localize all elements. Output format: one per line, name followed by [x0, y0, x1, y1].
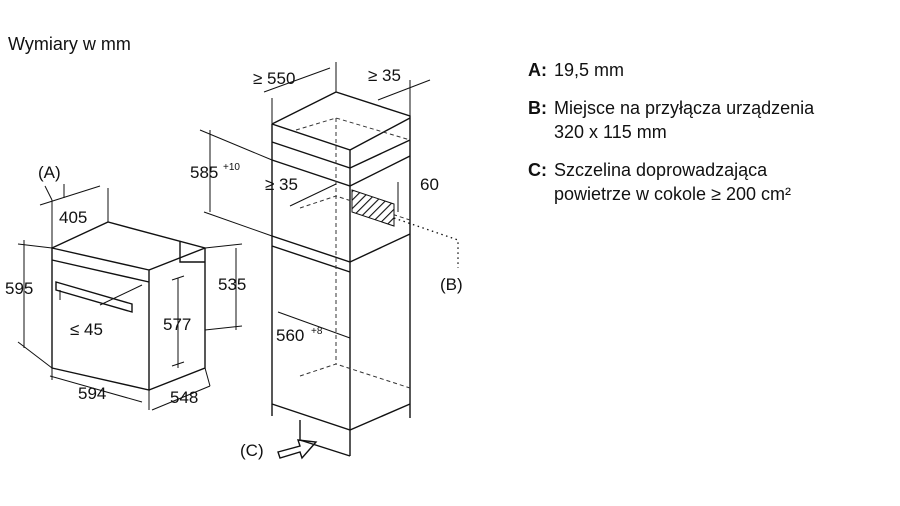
legend-text-b-line1: Miejsce na przyłącza urządzenia — [554, 98, 815, 118]
dim-560: 560 — [276, 326, 305, 345]
dim-handle-gap: ≤ 45 — [70, 320, 103, 339]
label-c: (C) — [240, 441, 264, 460]
legend-text-b-line2: 320 x 115 mm — [554, 122, 667, 142]
legend-text-c-line2: powietrze w cokole ≥ 200 cm² — [554, 184, 791, 204]
dim-35-shelf: ≥ 35 — [265, 175, 298, 194]
cab-dash-top — [296, 118, 410, 140]
dim-585-tol: +10 — [223, 162, 240, 173]
oven-top — [52, 222, 205, 270]
cab-bottom — [272, 404, 410, 430]
dim-560-tol: +8 — [311, 326, 323, 337]
dim-60: 60 — [420, 175, 439, 194]
cab-top-shelf — [272, 140, 410, 168]
legend-key-b: B: — [528, 98, 547, 118]
dim-535: 535 — [218, 275, 247, 294]
cab-top-right-edge — [350, 118, 410, 150]
cab-mid-shelf — [272, 234, 410, 262]
oven-panel-line — [52, 260, 149, 282]
cab-top-outline — [272, 92, 410, 418]
dim-548-ext — [205, 368, 210, 386]
label-b: (B) — [440, 275, 463, 294]
oven-handle — [56, 282, 132, 312]
dim-595-ext — [18, 244, 52, 368]
cabinet-drawing — [190, 62, 463, 460]
dim-405: 405 — [59, 208, 88, 227]
dim-405-line — [40, 186, 100, 205]
dim-585-ext — [200, 130, 272, 236]
legend-key-c: C: — [528, 160, 547, 180]
dim-35-back: ≥ 35 — [368, 66, 401, 85]
diagram-title: Wymiary w mm — [8, 34, 131, 54]
dim-577: 577 — [163, 315, 192, 334]
connection-area — [352, 190, 394, 226]
cab-dash-bottom — [300, 364, 410, 388]
cab-plinth — [300, 420, 350, 456]
legend-key-a: A: — [528, 60, 547, 80]
cab-mid-shelf-front — [272, 246, 350, 272]
dim-45-line — [100, 285, 142, 305]
legend-text-c-line1: Szczelina doprowadzająca — [554, 160, 768, 180]
cab-front-right — [272, 124, 350, 456]
label-a: (A) — [38, 163, 61, 182]
dim-550: ≥ 550 — [253, 69, 296, 88]
legend-text-a: 19,5 mm — [554, 60, 625, 80]
dim-595: 595 — [5, 279, 34, 298]
label-b-leader — [394, 218, 458, 268]
label-a-arrow — [45, 184, 64, 200]
dim-594: 594 — [78, 384, 107, 403]
oven-front — [52, 248, 149, 390]
dim-585: 585 — [190, 163, 219, 182]
dim-548: 548 — [170, 388, 199, 407]
